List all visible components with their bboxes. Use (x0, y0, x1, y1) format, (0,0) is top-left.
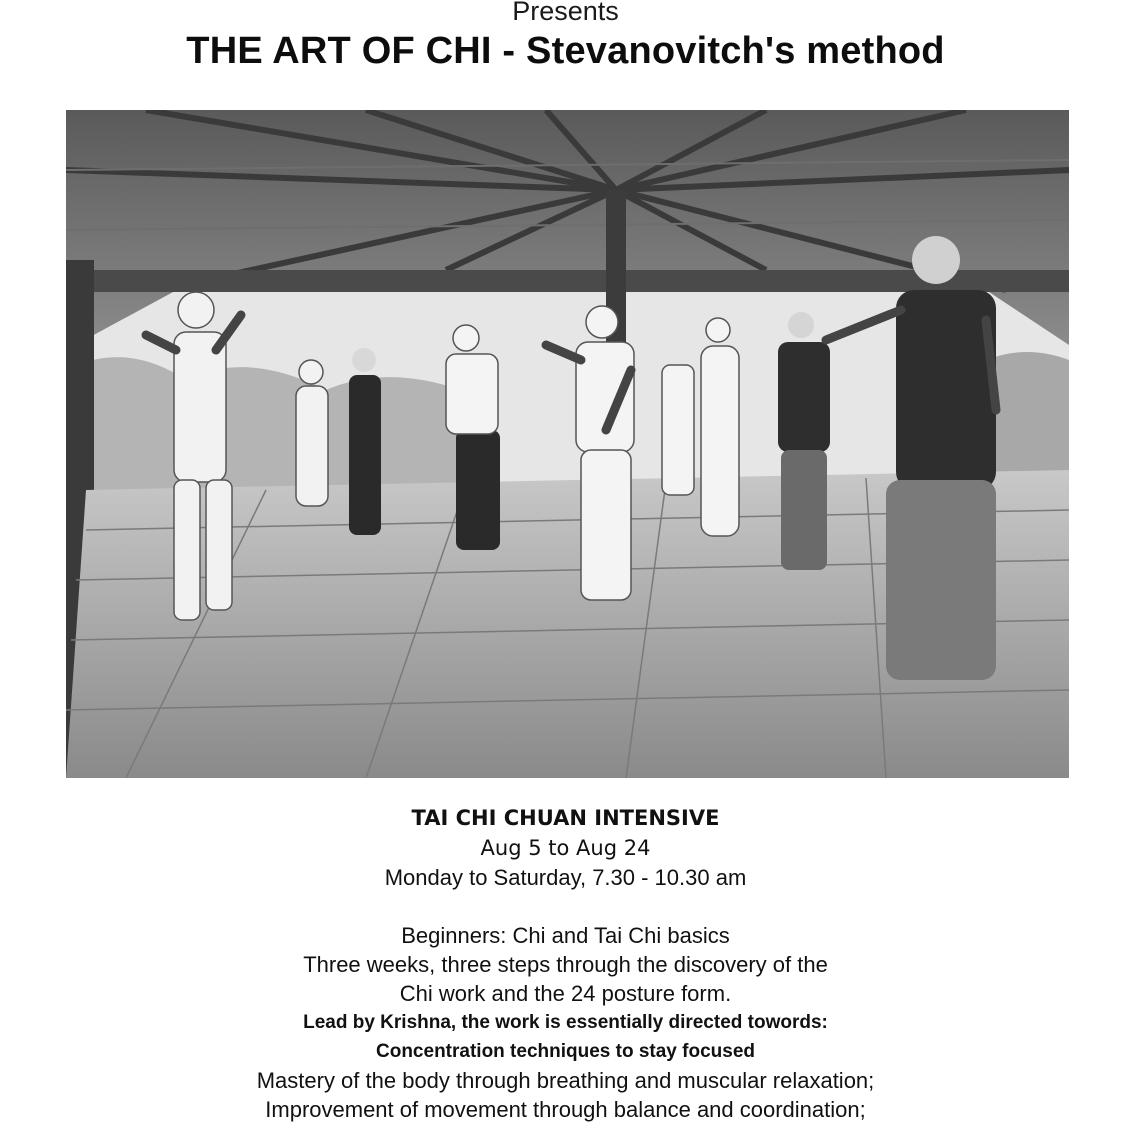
course-info (0, 803, 1131, 1124)
course-improvement: Improvement of movement through balance and coordination; (265, 1097, 866, 1122)
course-focus: Concentration techniques to stay focused (376, 1041, 755, 1062)
class-photo (66, 110, 1069, 778)
course-mastery: Mastery of the body through breathing and muscular relaxation; (256, 1068, 875, 1093)
tai-chi-class-photo-icon (66, 110, 1069, 778)
course-dates: Aug 5 to Aug 24 (480, 836, 651, 860)
course-description-line-1: Three weeks, three steps through the discovery of the (303, 952, 828, 977)
page-title: THE ART OF CHI - Stevanovitch's method (186, 30, 945, 72)
course-lead: Lead by Krishna, the work is essentially directed towords: (303, 1012, 828, 1033)
course-level: Beginners: Chi and Tai Chi basics (401, 923, 730, 948)
course-description-line-2: Chi work and the 24 posture form. (399, 981, 732, 1006)
course-schedule: Monday to Saturday, 7.30 - 10.30 am (384, 865, 747, 890)
course-heading: TAI CHI CHUAN INTENSIVE (411, 806, 720, 830)
presents-label: Presents (512, 0, 619, 26)
